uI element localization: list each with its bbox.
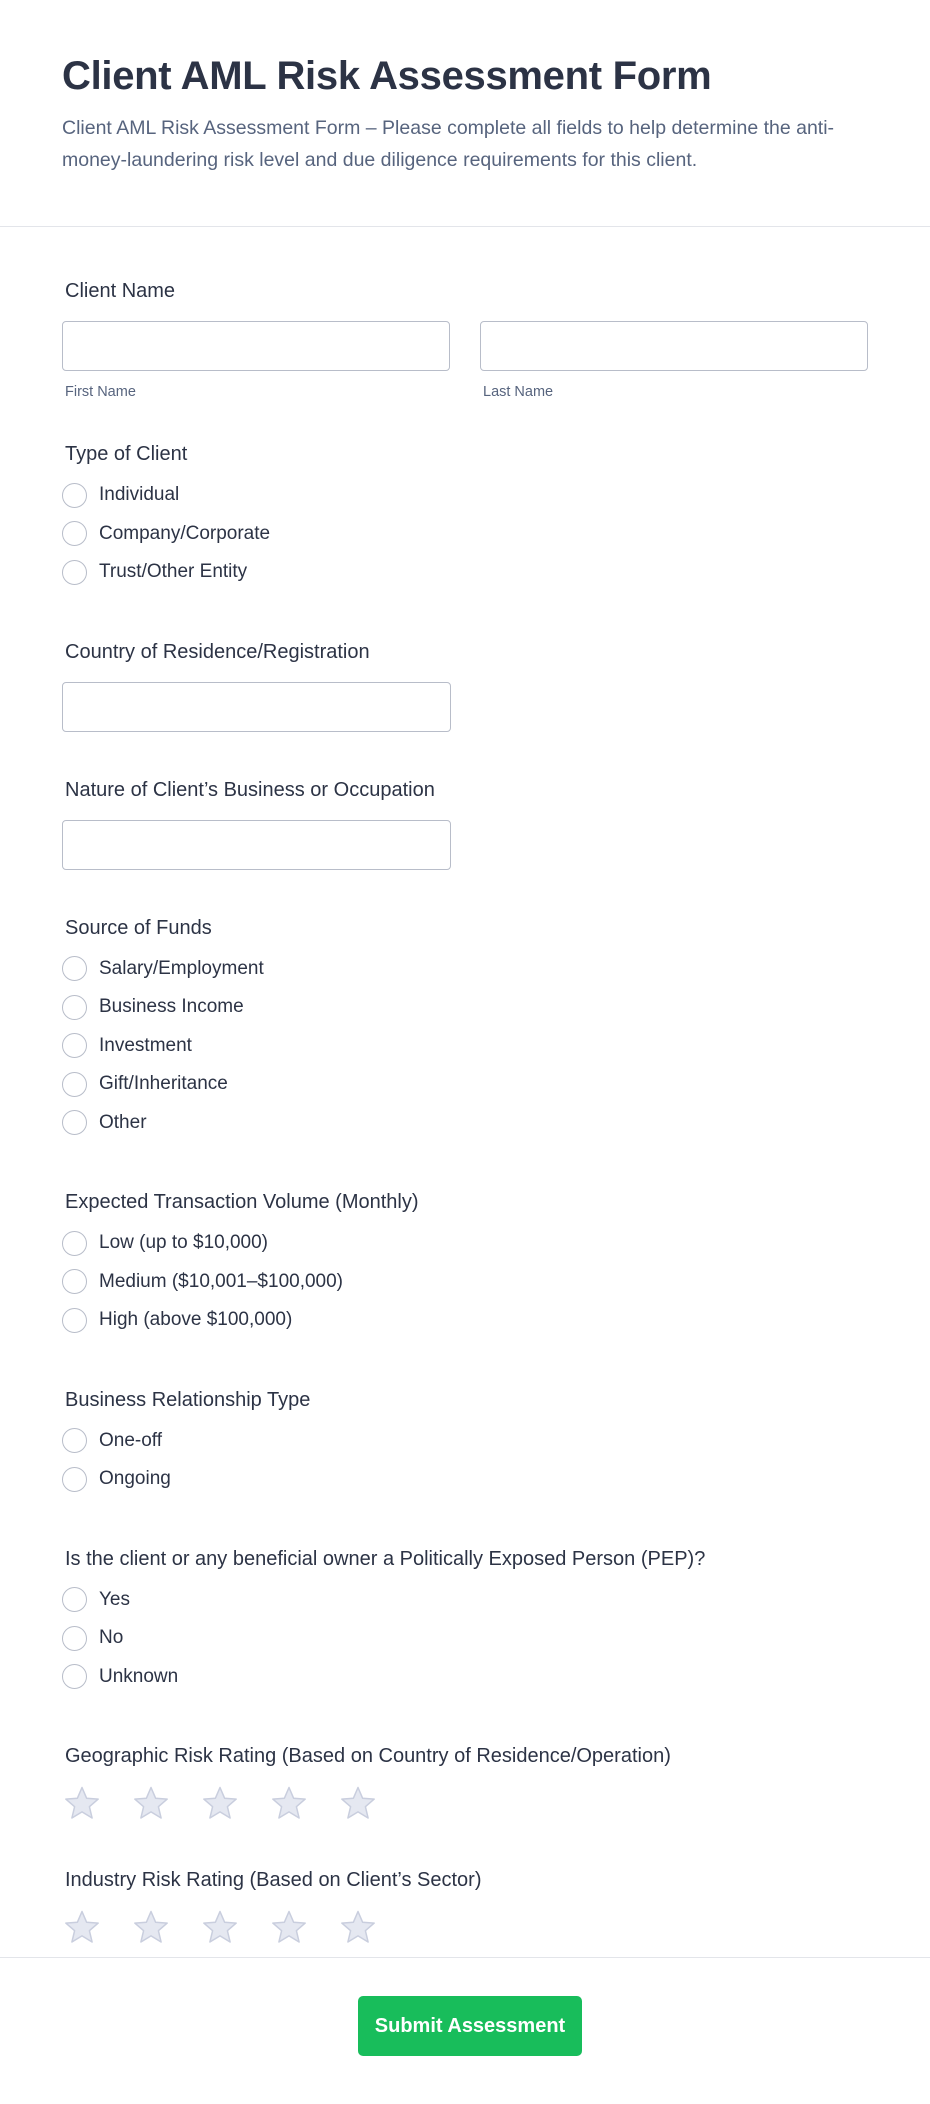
radio-option[interactable] [62, 1460, 868, 1499]
star-icon[interactable] [62, 1908, 102, 1948]
radio-button[interactable] [62, 483, 87, 508]
radio-option-label: Low (up to $10,000) [99, 1232, 269, 1254]
first-name-input[interactable] [62, 321, 450, 371]
volume-label: Expected Transaction Volume (Monthly) [65, 1191, 419, 1213]
star-icon[interactable] [338, 1908, 378, 1948]
source-funds-options [62, 950, 868, 1143]
form-header [0, 0, 930, 227]
industry-rating-label: Industry Risk Rating (Based on Client’s Sector) [65, 1869, 482, 1891]
client-type-label: Type of Client [65, 443, 188, 465]
radio-button[interactable] [62, 1428, 87, 1453]
client-type-options [62, 476, 868, 592]
radio-button[interactable] [62, 1033, 87, 1058]
radio-option-label: Investment [99, 1034, 192, 1056]
radio-option-label: Ongoing [99, 1468, 171, 1490]
radio-button[interactable] [62, 1269, 87, 1294]
radio-button[interactable] [62, 1308, 87, 1333]
star-icon[interactable] [338, 1784, 378, 1824]
last-name-input[interactable] [480, 321, 868, 371]
radio-option-label: Salary/Employment [99, 957, 264, 979]
radio-option[interactable] [62, 1263, 868, 1302]
industry-rating-stars [62, 1908, 868, 1948]
star-icon[interactable] [269, 1908, 309, 1948]
form-footer [0, 1957, 930, 2104]
radio-option-label: Medium ($10,001–$100,000) [99, 1270, 344, 1292]
radio-option[interactable] [62, 950, 868, 989]
radio-button[interactable] [62, 995, 87, 1020]
pep-label: Is the client or any beneficial owner a Politically Exposed Person (PEP)? [65, 1547, 706, 1570]
source-funds-label: Source of Funds [65, 916, 212, 939]
country-field [62, 638, 868, 732]
geo-rating-stars [62, 1784, 868, 1824]
star-icon[interactable] [269, 1784, 309, 1824]
radio-button[interactable] [62, 1626, 87, 1651]
radio-button[interactable] [62, 560, 87, 585]
radio-button[interactable] [62, 1467, 87, 1492]
radio-option-label: Individual [99, 484, 180, 506]
submit-button[interactable]: Submit Assessment [358, 1996, 582, 2056]
radio-option[interactable] [62, 1027, 868, 1066]
radio-option[interactable] [62, 1422, 868, 1461]
relationship-options [62, 1422, 868, 1499]
star-icon[interactable] [62, 1784, 102, 1824]
pep-field [62, 1545, 868, 1697]
form-title: Client AML Risk Assessment Form [62, 54, 712, 98]
radio-option[interactable] [62, 1619, 868, 1658]
last-name-sublabel: Last Name [483, 384, 554, 400]
radio-option-label: Yes [99, 1588, 130, 1610]
radio-option-label: One-off [99, 1429, 163, 1451]
radio-option[interactable] [62, 1065, 868, 1104]
radio-button[interactable] [62, 1587, 87, 1612]
star-icon[interactable] [131, 1784, 171, 1824]
business-input[interactable] [62, 820, 451, 870]
first-name-sublabel: First Name [65, 384, 136, 400]
country-input[interactable] [62, 682, 451, 732]
radio-option[interactable] [62, 1224, 868, 1263]
radio-option-label: No [99, 1627, 124, 1649]
pep-options [62, 1581, 868, 1697]
form-body [0, 227, 930, 1948]
business-field [62, 776, 868, 870]
star-icon[interactable] [200, 1908, 240, 1948]
radio-option-label: Company/Corporate [99, 522, 271, 544]
radio-button[interactable] [62, 956, 87, 981]
star-icon[interactable] [131, 1908, 171, 1948]
geo-rating-label: Geographic Risk Rating (Based on Country of Residence/Operation) [65, 1745, 671, 1767]
volume-options [62, 1224, 868, 1340]
radio-option-label: Trust/Other Entity [99, 561, 248, 583]
client-name-field [62, 277, 868, 400]
radio-button[interactable] [62, 1110, 87, 1135]
radio-option-label: Other [99, 1111, 147, 1133]
radio-option-label: Unknown [99, 1665, 179, 1687]
volume-field [62, 1188, 868, 1340]
client-type-field [62, 440, 868, 592]
relationship-field [62, 1386, 868, 1499]
radio-option[interactable] [62, 1104, 868, 1143]
radio-option[interactable] [62, 515, 868, 554]
radio-option-label: Business Income [99, 996, 244, 1018]
radio-button[interactable] [62, 521, 87, 546]
business-label: Nature of Client’s Business or Occupation [65, 778, 435, 801]
radio-button[interactable] [62, 1664, 87, 1689]
industry-rating-field [62, 1866, 868, 1948]
radio-option[interactable] [62, 988, 868, 1027]
client-name-label: Client Name [65, 280, 176, 302]
country-label: Country of Residence/Registration [65, 640, 370, 663]
relationship-label: Business Relationship Type [65, 1388, 311, 1411]
star-icon[interactable] [200, 1784, 240, 1824]
form-description: Client AML Risk Assessment Form – Please complete all fields to help determine the anti-money-laundering risk level and due diligence requirements for this client. [62, 117, 835, 171]
radio-option[interactable] [62, 553, 868, 592]
geo-rating-field [62, 1742, 868, 1824]
radio-button[interactable] [62, 1072, 87, 1097]
radio-button[interactable] [62, 1231, 87, 1256]
radio-option[interactable] [62, 476, 868, 515]
radio-option[interactable] [62, 1658, 868, 1697]
radio-option[interactable] [62, 1581, 868, 1620]
radio-option[interactable] [62, 1301, 868, 1340]
radio-option-label: Gift/Inheritance [99, 1073, 228, 1095]
radio-option-label: High (above $100,000) [99, 1309, 293, 1331]
source-funds-field [62, 914, 868, 1143]
